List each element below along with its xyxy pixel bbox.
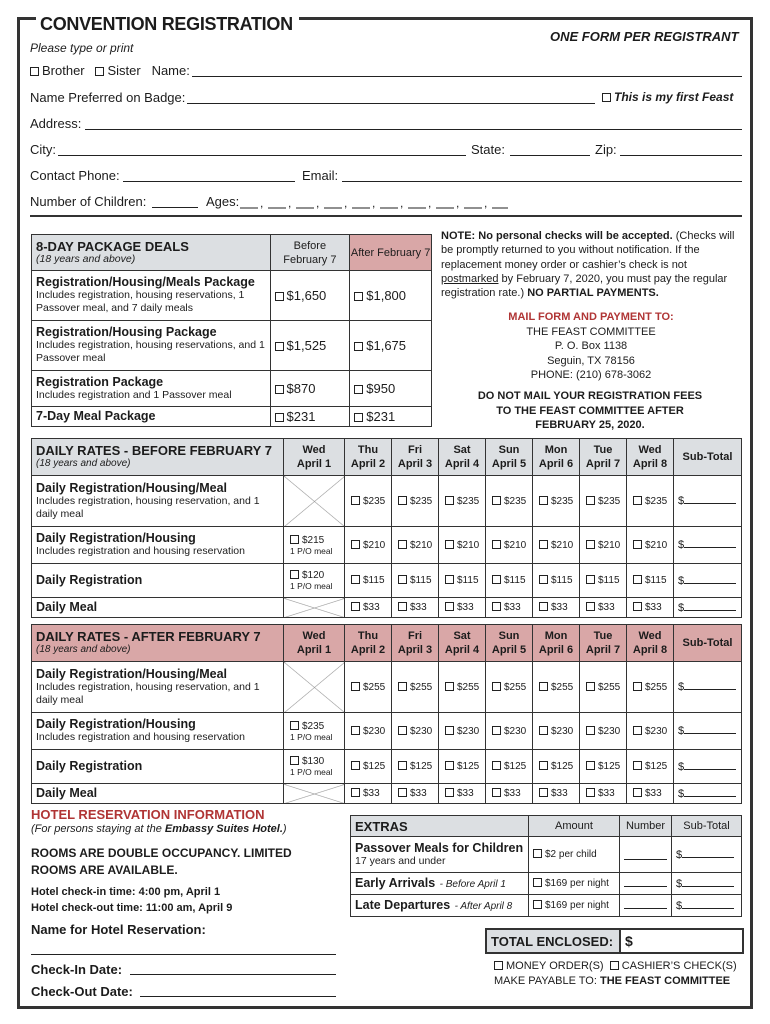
rooms-notice: ROOMS ARE DOUBLE OCCUPANCY. LIMITED ROOMS ARE AVAILABLE.	[31, 846, 292, 877]
extra-name: Early Arrivals	[355, 876, 436, 890]
before-rates-title: DAILY RATES - BEFORE FEBRUARY 7	[36, 443, 272, 458]
city-label: City:	[30, 142, 56, 157]
price-cell[interactable]: $125	[533, 750, 580, 784]
svg-text:,: ,	[372, 197, 376, 209]
total-dollar: $	[625, 933, 633, 949]
extras-table	[350, 815, 742, 917]
price-cell[interactable]: $210	[439, 527, 486, 564]
day-header	[580, 439, 627, 476]
subtotal-field[interactable]: $	[672, 873, 742, 895]
first-feast-row	[602, 90, 733, 104]
wed-price-cell[interactable]: $130 1 P/O meal	[284, 750, 345, 784]
price-cell[interactable]: $255	[486, 662, 533, 713]
price-cell[interactable]: $125	[345, 750, 392, 784]
note-text-1: (Checks will be promptly returned to you without notification. If the replacement money order or cashier’s check is not	[441, 230, 735, 271]
price-cell[interactable]: $210	[627, 527, 674, 564]
price-cell[interactable]: $230	[533, 713, 580, 750]
svg-text:,: ,	[428, 197, 432, 209]
phone-field[interactable]	[123, 181, 295, 182]
note-lead: NOTE: No personal checks will be accepted.	[441, 230, 673, 242]
name-field[interactable]	[192, 76, 742, 77]
day-name: Fri	[407, 630, 423, 642]
price: $1,800	[366, 288, 407, 303]
day-name: Tue	[593, 630, 613, 642]
checkbox[interactable]	[275, 342, 284, 351]
check-in-label: Check-In Date:	[31, 962, 123, 977]
day-name: Mon	[544, 630, 568, 642]
day-date: April 3	[397, 458, 433, 470]
day-date: April 2	[350, 458, 386, 470]
day-name: Mon	[544, 444, 568, 456]
table-row	[351, 873, 742, 895]
day-header	[627, 625, 674, 662]
day-name: Tue	[593, 444, 613, 456]
subtotal-field[interactable]: $	[672, 837, 742, 873]
subtotal-field[interactable]: $	[674, 564, 742, 598]
price-cell[interactable]: $33	[345, 784, 392, 804]
package-title: 8-DAY PACKAGE DEALS	[36, 238, 189, 254]
extra-note: 17 years and under	[355, 854, 446, 867]
price-cell[interactable]: $125	[439, 750, 486, 784]
price-cell[interactable]: $255	[439, 662, 486, 713]
table-row	[32, 321, 432, 371]
after-header: After February 7	[350, 235, 432, 271]
after-rates-table	[31, 624, 742, 804]
day-header	[580, 625, 627, 662]
before-rates-table	[31, 438, 742, 618]
mail-to-block	[441, 310, 741, 383]
subtotal-field[interactable]: $	[674, 784, 742, 804]
package-table	[31, 234, 432, 427]
before-header: Before February 7	[270, 235, 350, 271]
extra-name: Passover Meals for Children	[355, 840, 524, 855]
rate-name: Daily Registration/Housing	[36, 717, 196, 731]
badge-label: Name Preferred on Badge:	[30, 90, 186, 105]
price-cell[interactable]: $125	[486, 750, 533, 784]
price-cell[interactable]: $33	[627, 784, 674, 804]
day-header	[345, 439, 392, 476]
day-date: April 6	[538, 458, 574, 470]
rate-name: Daily Meal	[36, 600, 98, 614]
children-field[interactable]	[152, 207, 198, 208]
hotel-subtitle	[31, 823, 287, 835]
first-feast-checkbox[interactable]	[602, 93, 611, 102]
extras-subtotal-header: Sub-Total	[672, 816, 742, 837]
ages-blanks	[240, 197, 510, 209]
day-header	[486, 439, 533, 476]
unavailable-cell	[284, 784, 345, 804]
rate-desc: Includes registration, housing reservation, and 1 daily meal	[36, 680, 260, 706]
day-name: Thu	[357, 630, 379, 642]
day-header	[345, 625, 392, 662]
day-date: April 8	[632, 644, 668, 656]
price-cell[interactable]: $210	[392, 527, 439, 564]
package-age: (18 years and above)	[36, 252, 136, 265]
svg-text:,: ,	[400, 197, 404, 209]
hotel-name-field[interactable]	[31, 954, 336, 955]
rate-name: Daily Meal	[36, 786, 98, 800]
price-cell[interactable]: $235	[580, 476, 627, 527]
email-label: Email:	[302, 168, 339, 183]
package-desc: Includes registration, housing reservations, 1 Passover meal, and 7 daily meals	[36, 289, 245, 314]
state-field[interactable]	[510, 155, 590, 156]
package-header	[32, 235, 271, 271]
form-subtitle: Please type or print	[30, 41, 134, 55]
table-row	[351, 895, 742, 917]
price-cell[interactable]: $235	[486, 476, 533, 527]
price-cell[interactable]: $115	[392, 564, 439, 598]
price-cell[interactable]: $125	[580, 750, 627, 784]
payable-label: MAKE PAYABLE TO:	[494, 975, 597, 987]
day-name: Wed	[302, 630, 326, 642]
rate-desc: Includes registration and housing reservation	[36, 731, 245, 743]
price-cell[interactable]: $33	[486, 598, 533, 618]
address-field[interactable]	[85, 129, 742, 130]
checkout-time: Hotel check-out time: 11:00 am, April 9	[31, 902, 233, 914]
day-name: Sun	[498, 444, 520, 456]
day-date: April 4	[444, 458, 480, 470]
price-cell[interactable]: $115	[580, 564, 627, 598]
day-date: April 1	[296, 458, 332, 470]
day-name: Sat	[453, 444, 471, 456]
price-cell[interactable]: $210	[345, 527, 392, 564]
hotel-title: HOTEL RESERVATION INFORMATION	[31, 807, 265, 822]
brother-label: Brother	[42, 63, 85, 78]
zip-label: Zip:	[595, 142, 617, 157]
subtotal-field[interactable]: $	[674, 598, 742, 618]
price-cell[interactable]: $115	[486, 564, 533, 598]
day-date: April 6	[538, 644, 574, 656]
amount-header: Amount	[529, 816, 620, 837]
day-header	[392, 625, 439, 662]
zip-field[interactable]	[620, 155, 742, 156]
day-date: April 8	[632, 458, 668, 470]
rate-name: Daily Registration	[36, 759, 143, 773]
svg-text:,: ,	[260, 197, 264, 209]
package-name: Registration/Housing Package	[36, 325, 217, 339]
day-header	[533, 625, 580, 662]
hotel-sub-close: )	[282, 823, 287, 835]
form-title: CONVENTION REGISTRATION	[36, 14, 299, 35]
subtotal-header: Sub-Total	[674, 439, 742, 476]
svg-text:,: ,	[316, 197, 320, 209]
price-cell[interactable]: $33	[345, 598, 392, 618]
name-label: Name:	[151, 63, 190, 78]
brother-checkbox[interactable]	[30, 67, 39, 76]
before-rates-header	[32, 439, 284, 476]
cashier-check-label: CASHIER’S CHECK(S)	[621, 960, 737, 972]
check-out-field[interactable]	[140, 996, 336, 997]
rate-desc: Includes registration, housing reservation, and 1 daily meal	[36, 494, 260, 520]
extra-name: Late Departures	[355, 898, 451, 912]
checkbox[interactable]	[354, 292, 363, 301]
price-cell[interactable]: $255	[580, 662, 627, 713]
price-cell[interactable]: $235	[392, 476, 439, 527]
rate-name: Daily Registration/Housing	[36, 531, 196, 545]
hotel-name: Embassy Suites Hotel.	[164, 823, 283, 835]
extra-note: - Before April 1	[439, 879, 506, 890]
extra-amount[interactable]: $169 per night	[529, 873, 620, 895]
table-row	[351, 837, 742, 873]
price-cell[interactable]: $33	[392, 784, 439, 804]
price: $1,675	[366, 338, 407, 353]
price-cell[interactable]: $125	[392, 750, 439, 784]
subtotal-field[interactable]: $	[674, 527, 742, 564]
day-name: Fri	[407, 444, 423, 456]
subtotal-field[interactable]: $	[674, 476, 742, 527]
price: $1,525	[286, 338, 327, 353]
package-desc: Includes registration, housing reservations, and 1 Passover meal	[36, 339, 265, 364]
price: $870	[286, 381, 316, 396]
svg-text:,: ,	[484, 197, 488, 209]
day-name: Wed	[638, 444, 662, 456]
table-row	[32, 713, 742, 750]
price-cell[interactable]: $115	[345, 564, 392, 598]
price-cell[interactable]: $33	[533, 784, 580, 804]
check-out-label: Check-Out Date:	[31, 984, 133, 999]
price-cell[interactable]: $33	[580, 598, 627, 618]
first-feast-label: This is my first Feast	[614, 90, 734, 104]
note-text-2: by February 7, 2020, you must pay the regular registration rate.)	[441, 272, 728, 300]
day-name: Sat	[453, 630, 471, 642]
section-divider	[30, 215, 742, 217]
checkbox[interactable]	[275, 292, 284, 301]
hotel-sub-text: (For persons staying at the	[31, 823, 162, 835]
cashier-check-checkbox[interactable]	[610, 961, 619, 970]
subtotal-field[interactable]: $	[674, 662, 742, 713]
day-header	[392, 439, 439, 476]
table-row	[32, 407, 432, 427]
checkbox[interactable]	[275, 413, 284, 422]
price: $231	[286, 409, 316, 424]
total-label: TOTAL ENCLOSED:	[487, 930, 621, 952]
day-header	[284, 625, 345, 662]
package-desc: Includes registration and 1 Passover meal	[36, 388, 232, 401]
table-row	[32, 750, 742, 784]
price-cell[interactable]: $230	[486, 713, 533, 750]
day-name: Wed	[302, 444, 326, 456]
price-cell[interactable]: $33	[580, 784, 627, 804]
total-box[interactable]	[485, 928, 744, 954]
svg-text:,: ,	[288, 197, 292, 209]
price-cell[interactable]: $235	[533, 476, 580, 527]
table-row	[32, 476, 742, 527]
sister-label: Sister	[107, 63, 141, 78]
mail-line: THE FEAST COMMITTEE	[526, 325, 656, 338]
extra-amount[interactable]: $169 per night	[529, 895, 620, 917]
extra-amount[interactable]: $2 per child	[529, 837, 620, 873]
table-row	[32, 784, 742, 804]
after-rates-age: (18 years and above)	[36, 644, 131, 655]
mail-line: P. O. Box 1138	[554, 340, 628, 352]
price-cell[interactable]: $33	[486, 784, 533, 804]
wed-price-cell[interactable]: $120 1 P/O meal	[284, 564, 345, 598]
day-date: April 7	[585, 644, 621, 656]
svg-text:,: ,	[344, 197, 348, 209]
rate-name: Daily Registration	[36, 573, 143, 587]
table-row	[32, 598, 742, 618]
checkbox[interactable]	[354, 342, 363, 351]
table-row	[32, 662, 742, 713]
after-rates-header	[32, 625, 284, 662]
day-name: Wed	[638, 630, 662, 642]
price: $231	[366, 409, 396, 424]
price: $1,650	[286, 288, 327, 303]
price-cell[interactable]: $33	[533, 598, 580, 618]
day-name: Sun	[498, 630, 520, 642]
sister-checkbox[interactable]	[95, 67, 104, 76]
mail-warning: DO NOT MAIL YOUR REGISTRATION FEES TO THE FEAST COMMITTEE AFTER FEBRUARY 25, 2020.	[477, 390, 703, 431]
price-cell[interactable]: $255	[345, 662, 392, 713]
money-order-label: MONEY ORDER(S)	[506, 960, 604, 972]
day-date: April 2	[350, 644, 386, 656]
payable-row	[494, 975, 730, 987]
phone-label: Contact Phone:	[30, 168, 120, 183]
price-cell[interactable]: $230	[439, 713, 486, 750]
payment-note	[441, 229, 741, 300]
price-cell[interactable]: $235	[627, 476, 674, 527]
price-cell[interactable]: $210	[580, 527, 627, 564]
rate-desc: Includes registration and housing reservation	[36, 545, 245, 557]
day-date: April 3	[397, 644, 433, 656]
no-partial-payments: NO PARTIAL PAYMENTS.	[527, 287, 659, 300]
table-row	[32, 271, 432, 321]
email-field[interactable]	[342, 181, 742, 182]
wed-price-cell[interactable]: $235 1 P/O meal	[284, 713, 345, 750]
extra-note: - After April 8	[454, 901, 513, 912]
price-cell[interactable]: $125	[627, 750, 674, 784]
payee: THE FEAST COMMITTEE	[599, 975, 731, 987]
day-header	[439, 439, 486, 476]
extras-title: EXTRAS	[351, 816, 529, 837]
badge-name-field[interactable]	[187, 103, 595, 104]
day-date: April 5	[491, 644, 527, 656]
price-cell[interactable]: $230	[345, 713, 392, 750]
checkin-time: Hotel check-in time: 4:00 pm, April 1	[31, 886, 221, 898]
hotel-name-label: Name for Hotel Reservation:	[31, 922, 206, 937]
subtotal-field[interactable]: $	[672, 895, 742, 917]
day-date: April 1	[296, 644, 332, 656]
mail-heading: MAIL FORM AND PAYMENT TO:	[508, 311, 674, 323]
price-cell[interactable]: $255	[627, 662, 674, 713]
before-rates-age: (18 years and above)	[36, 458, 131, 469]
price-cell[interactable]: $33	[627, 598, 674, 618]
unavailable-cell	[284, 662, 345, 713]
checkbox[interactable]	[354, 385, 363, 394]
price-cell[interactable]: $230	[627, 713, 674, 750]
price-cell[interactable]: $33	[392, 598, 439, 618]
unavailable-cell	[284, 476, 345, 527]
check-in-field[interactable]	[130, 974, 336, 975]
day-name: Thu	[357, 444, 379, 456]
table-row	[32, 527, 742, 564]
mail-line: PHONE: (210) 678-3062	[530, 369, 652, 381]
day-date: April 7	[585, 458, 621, 470]
price-cell[interactable]: $235	[345, 476, 392, 527]
after-rates-title: DAILY RATES - AFTER FEBRUARY 7	[36, 629, 261, 644]
package-name: 7-Day Meal Package	[36, 409, 156, 423]
table-row	[32, 564, 742, 598]
subtotal-header: Sub-Total	[674, 625, 742, 662]
price-cell[interactable]: $255	[533, 662, 580, 713]
price: $950	[366, 381, 396, 396]
svg-text:,: ,	[456, 197, 460, 209]
price-cell[interactable]: $255	[392, 662, 439, 713]
price-cell[interactable]: $115	[439, 564, 486, 598]
price-cell[interactable]: $230	[392, 713, 439, 750]
ages-fields[interactable]	[240, 196, 510, 208]
unavailable-cell	[284, 598, 345, 618]
state-label: State:	[471, 142, 505, 157]
day-header	[627, 439, 674, 476]
number-field[interactable]	[620, 873, 672, 895]
price-cell[interactable]: $115	[627, 564, 674, 598]
price-cell[interactable]: $115	[533, 564, 580, 598]
note-postmarked: postmarked	[441, 272, 499, 285]
subtotal-field[interactable]: $	[674, 750, 742, 784]
day-date: April 5	[491, 458, 527, 470]
checkbox[interactable]	[354, 413, 363, 422]
address-label: Address:	[30, 116, 82, 131]
money-order-checkbox[interactable]	[494, 961, 503, 970]
price-cell[interactable]: $235	[439, 476, 486, 527]
one-form-note: ONE FORM PER REGISTRANT	[550, 29, 739, 44]
day-header	[284, 439, 345, 476]
children-label: Number of Children:	[30, 194, 147, 209]
ages-label: Ages:	[206, 194, 240, 209]
package-name: Registration/Housing/Meals Package	[36, 275, 255, 289]
table-row	[32, 371, 432, 407]
checkbox[interactable]	[275, 385, 284, 394]
rate-name: Daily Registration/Housing/Meal	[36, 480, 228, 495]
number-header: Number	[620, 816, 672, 837]
day-header	[439, 625, 486, 662]
gender-row	[30, 63, 190, 78]
rate-name: Daily Registration/Housing/Meal	[36, 666, 228, 681]
day-header	[533, 439, 580, 476]
city-field[interactable]	[58, 155, 466, 156]
number-field[interactable]	[620, 837, 672, 873]
payment-method-row	[494, 960, 737, 972]
price-cell[interactable]: $33	[439, 598, 486, 618]
day-header	[486, 625, 533, 662]
price-cell[interactable]: $230	[580, 713, 627, 750]
package-name: Registration Package	[36, 374, 164, 389]
price-cell[interactable]: $33	[439, 784, 486, 804]
price-cell[interactable]: $210	[533, 527, 580, 564]
price-cell[interactable]: $210	[486, 527, 533, 564]
mail-line: Seguin, TX 78156	[547, 354, 635, 367]
day-date: April 4	[444, 644, 480, 656]
subtotal-field[interactable]: $	[674, 713, 742, 750]
wed-price-cell[interactable]: $215 1 P/O meal	[284, 527, 345, 564]
number-field[interactable]	[620, 895, 672, 917]
